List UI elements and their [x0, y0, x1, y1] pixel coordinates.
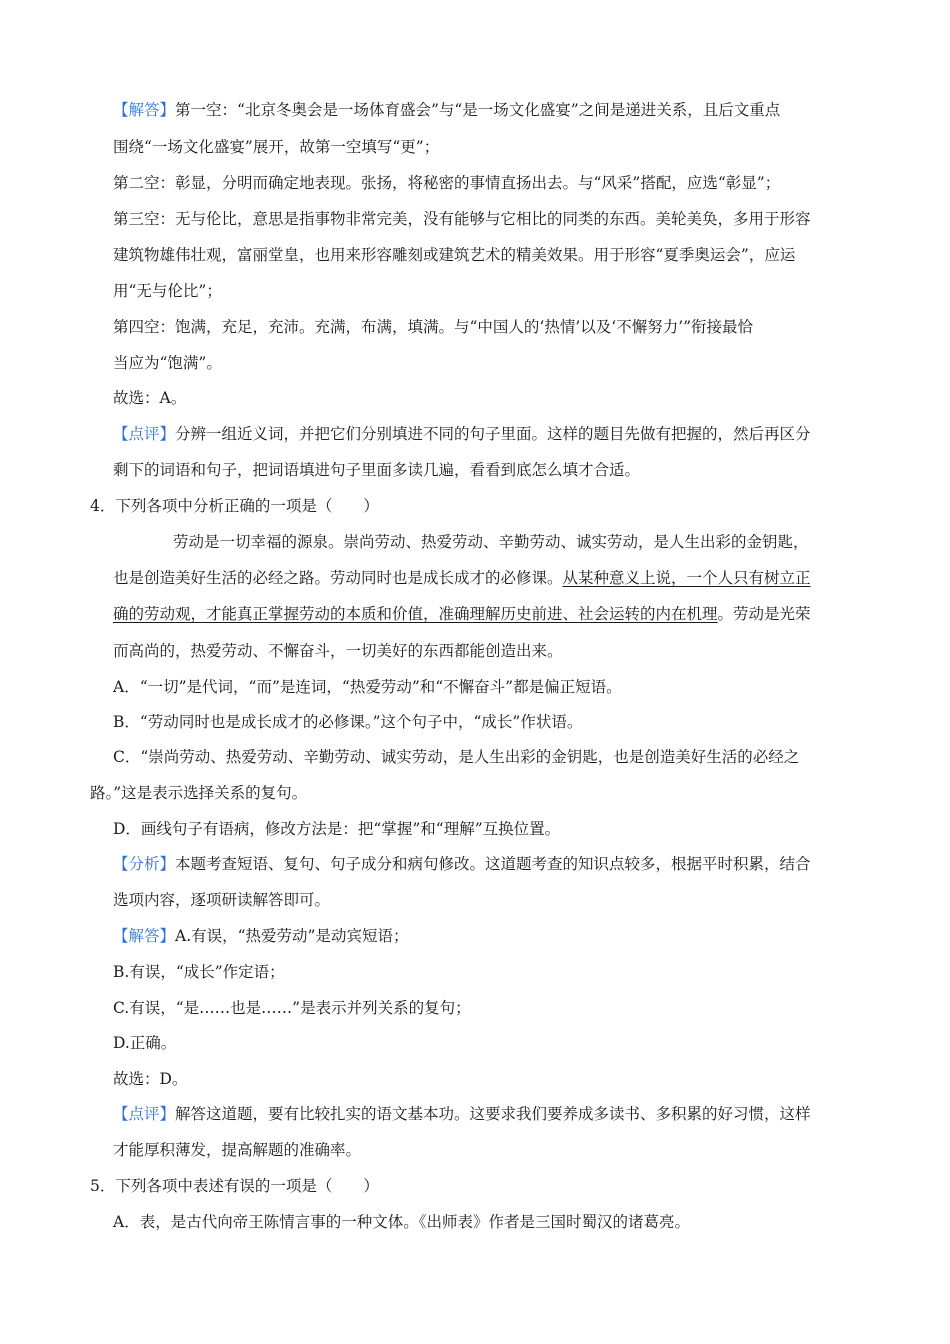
q4-solution-line-2: B.有误，“成长”作定语；: [113, 963, 285, 981]
q4-option-c-line-2: 路。”这是表示选择关系的复句。: [90, 784, 308, 802]
q4-comment-line-2: 才能厚积薄发，提高解题的准确率。: [113, 1141, 362, 1159]
analysis-tag: 【分析】: [113, 855, 176, 873]
q3-solution-line-1: 【解答】第一空：“北京冬奥会是一场体育盛会”与“是一场文化盛宴”之间是递进关系，且后文重点: [113, 101, 781, 119]
q5-option-a: A．表，是古代向帝王陈情言事的一种文体。《出师表》作者是三国时蜀汉的诸葛亮。: [113, 1213, 690, 1231]
solution-tag: 【解答】: [113, 101, 176, 119]
q4-answer: 故选：D。: [113, 1070, 188, 1088]
comment-tag: 【点评】: [113, 425, 176, 443]
q4-option-d: D．画线句子有语病，修改方法是：把“掌握”和“理解”互换位置。: [113, 820, 561, 838]
q4-passage-line-1: 劳动是一切幸福的源泉。崇尚劳动、热爱劳动、辛勤劳动、诚实劳动，是人生出彩的金钥匙，: [173, 533, 809, 551]
q3-comment-line-1: 【点评】分辨一组近义词，并把它们分别填进不同的句子里面。这样的题目先做有把握的，然后再区分: [113, 425, 811, 443]
comment-tag: 【点评】: [113, 1105, 176, 1123]
underlined-sentence: 从某种意义上说，一个人只有树立正: [562, 569, 811, 587]
q4-solution-line-4: D.正确。: [113, 1034, 177, 1052]
q4-passage-line-3: 确的劳动观，才能真正掌握劳动的本质和价值，准确理解历史前进、社会运转的内在机理。劳动是光荣: [113, 605, 811, 623]
question-4-stem: 4．下列各项中分析正确的一项是（ ）: [90, 497, 379, 515]
underlined-sentence: 确的劳动观，才能真正掌握劳动的本质和价值，准确理解历史前进、社会运转的内在机理: [113, 605, 718, 623]
q3-solution-line-7: 第四空：饱满，充足，充沛。充满，布满，填满。与“中国人的‘热情’以及‘不懈努力’”衔接最恰: [113, 318, 754, 336]
q3-solution-line-5: 建筑物雄伟壮观，富丽堂皇，也用来形容雕刻或建筑艺术的精美效果。用于形容“夏季奥运会”，应运: [113, 246, 796, 264]
q4-solution-line-3: C.有误，“是……也是……”是表示并列关系的复句；: [113, 999, 471, 1017]
q4-passage-line-2: 也是创造美好生活的必经之路。劳动同时也是成长成才的必修课。从某种意义上说，一个人只有树立正: [113, 569, 811, 587]
q4-solution-line-1: 【解答】A.有误，“热爱劳动”是动宾短语；: [113, 927, 409, 945]
q3-solution-line-3: 第二空：彰显，分明而确定地表现。张扬，将秘密的事情直扬出去。与“风采”搭配，应选“彰显”；: [113, 174, 781, 192]
q4-passage-line-4: 而高尚的，热爱劳动、不懈奋斗，一切美好的东西都能创造出来。: [113, 642, 563, 660]
q4-option-a: A．“一切”是代词，“而”是连词，“热爱劳动”和“不懈奋斗”都是偏正短语。: [113, 678, 622, 696]
q4-option-b: B．“劳动同时也是成长成才的必修课。”这个句子中，“成长”作状语。: [113, 713, 583, 731]
solution-tag: 【解答】: [113, 927, 176, 945]
q3-solution-line-2: 围绕“一场文化盛宴”展开，故第一空填写“更”；: [113, 138, 440, 156]
q3-solution-line-8: 当应为“饱满”。: [113, 354, 222, 372]
q4-analysis-line-2: 选项内容，逐项研读解答即可。: [113, 891, 331, 909]
q3-comment-line-2: 剩下的词语和句子，把词语填进句子里面多读几遍，看看到底怎么填才合适。: [113, 461, 641, 479]
question-5-stem: 5．下列各项中表述有误的一项是（ ）: [90, 1177, 379, 1195]
q4-option-c-line-1: C．“崇尚劳动、热爱劳动、辛勤劳动、诚实劳动，是人生出彩的金钥匙，也是创造美好生活的必经之: [113, 748, 800, 766]
q3-answer: 故选：A。: [113, 389, 187, 407]
q4-comment-line-1: 【点评】解答这道题，要有比较扎实的语文基本功。这要求我们要养成多读书、多积累的好习惯，这样: [113, 1105, 811, 1123]
q3-solution-line-6: 用“无与伦比”；: [113, 282, 222, 300]
q4-analysis-line-1: 【分析】本题考查短语、复句、句子成分和病句修改。这道题考查的知识点较多，根据平时积累，结合: [113, 855, 811, 873]
q3-solution-line-4: 第三空：无与伦比，意思是指事物非常完美，没有能够与它相比的同类的东西。美轮美奂，多用于形容: [113, 210, 811, 228]
